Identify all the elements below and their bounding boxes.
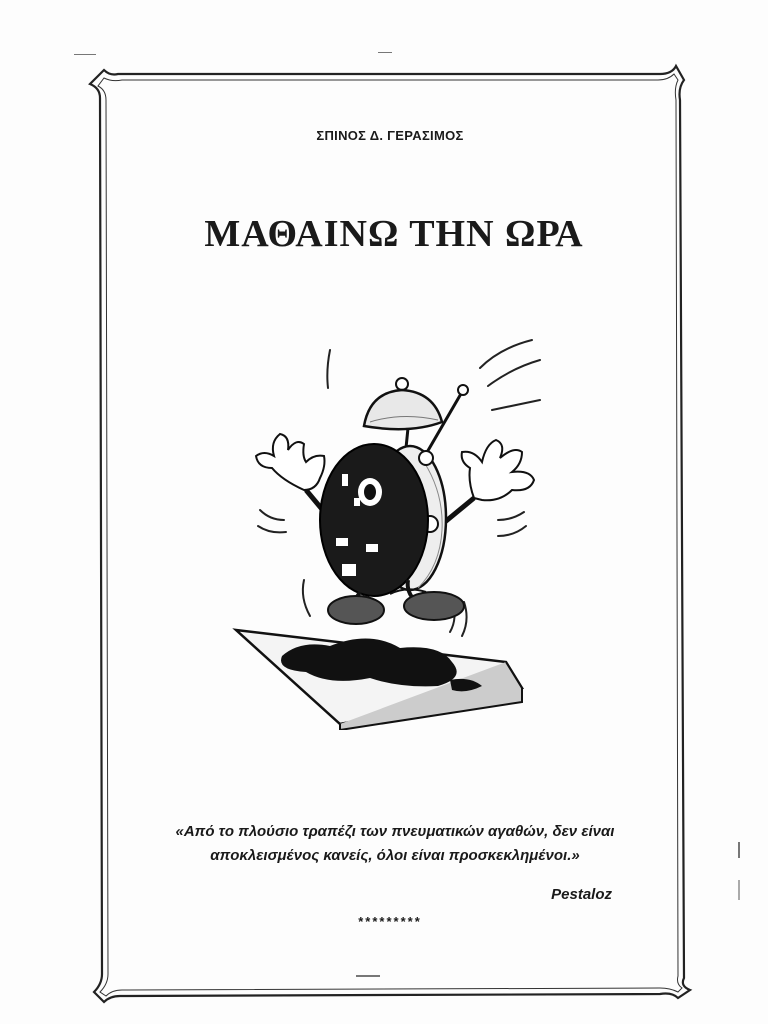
scan-artifact: [74, 54, 96, 55]
alarm-clock-illustration: [230, 330, 560, 730]
epigraph-quote: «Από το πλούσιο τραπέζι των πνευματικών αγαθών, δεν είναι αποκλεισμένος κανείς, όλοι είναι προσκεκλημένοι.»: [175, 823, 615, 864]
scan-artifact: [738, 880, 740, 900]
asterisk-separator: *********: [358, 914, 422, 929]
quote-attribution: Pestaloz: [551, 886, 612, 903]
book-title: ΜΑΘΑΙΝΩ ΤΗΝ ΩΡΑ: [204, 213, 584, 255]
author-name: ΣΠΙΝΟΣ Δ. ΓΕΡΑΣΙΜΟΣ: [316, 128, 464, 143]
scan-artifact: [378, 52, 392, 53]
scan-artifact: [356, 975, 380, 977]
scan-artifact: [738, 842, 740, 858]
